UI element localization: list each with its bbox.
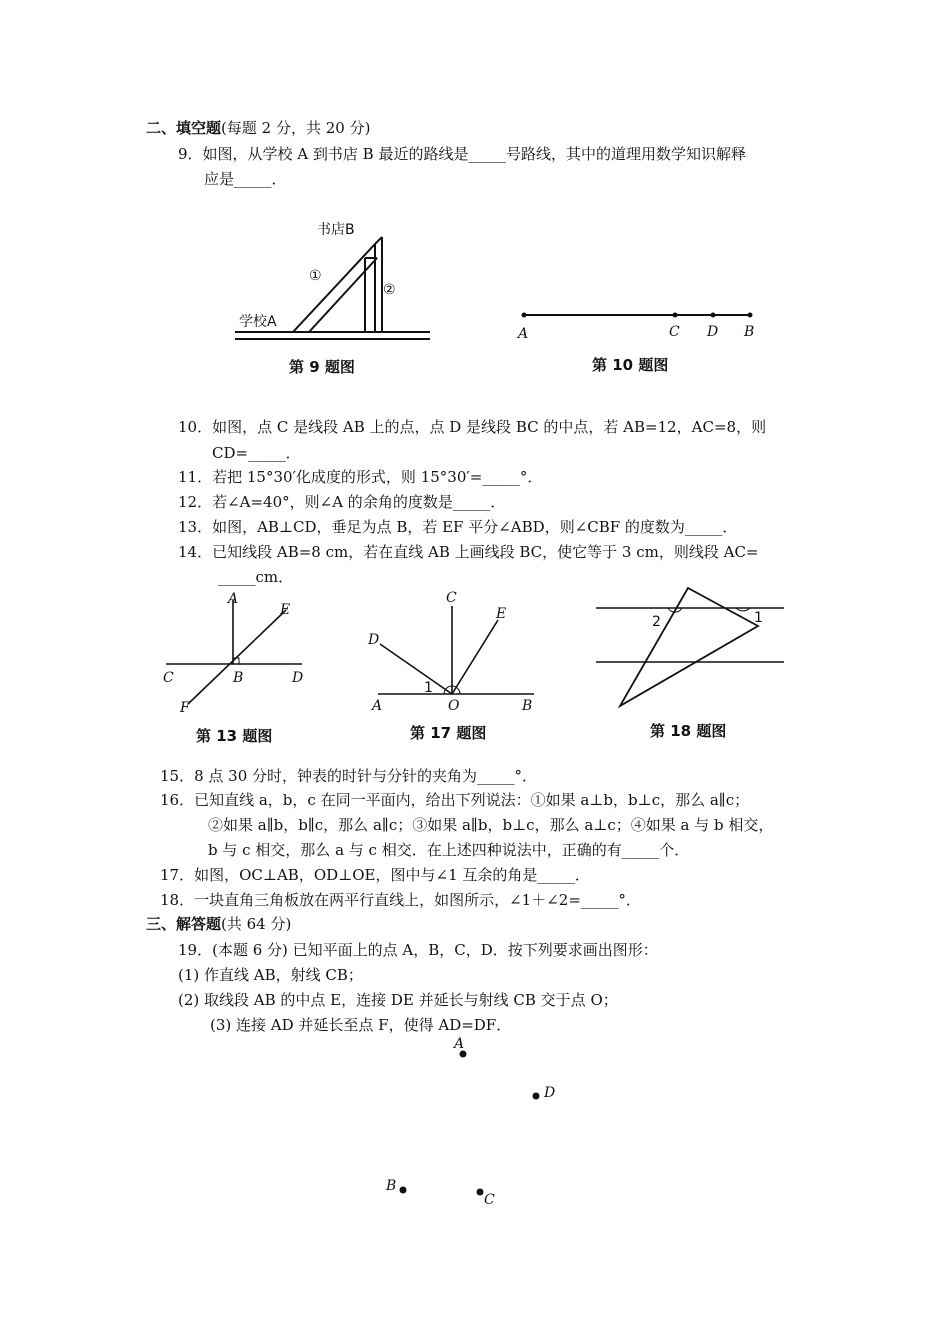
fig19-label-c: C bbox=[484, 1192, 495, 1208]
fig9-top-diag bbox=[375, 237, 382, 244]
fig9-route-1-label: ① bbox=[309, 268, 322, 284]
fig13-label-e: E bbox=[280, 602, 291, 618]
question-10-line-2: CD=_____． bbox=[212, 444, 301, 462]
fig19-label-b: B bbox=[386, 1178, 397, 1194]
fig17-caption: 第 17 题图 bbox=[410, 724, 487, 742]
fig10-point-b bbox=[748, 313, 753, 318]
fig9-bookstore-label: 书店B bbox=[317, 222, 355, 238]
fig17-label-b: B bbox=[522, 698, 533, 714]
fig19-point-c bbox=[477, 1189, 484, 1196]
fig18-caption: 第 18 题图 bbox=[650, 722, 727, 740]
fig19-point-d bbox=[533, 1093, 540, 1100]
fig10-caption: 第 10 题图 bbox=[592, 356, 669, 374]
fig13-label-f: F bbox=[180, 700, 190, 716]
question-19-line-3: (2) 取线段 AB 的中点 E，连接 DE 并延长与射线 CB 交于点 O； bbox=[178, 991, 618, 1009]
question-19-line-1: 19．(本题 6 分) 已知平面上的点 A，B，C，D．按下列要求画出图形： bbox=[178, 941, 658, 959]
fig18-label-2: 2 bbox=[652, 614, 661, 630]
question-18: 18．一块直角三角板放在两平行直线上，如图所示，∠1＋∠2=_____°． bbox=[160, 891, 641, 909]
figure-9 bbox=[225, 212, 440, 382]
fig17-ray-od bbox=[380, 644, 452, 694]
question-12: 12．若∠A=40°，则∠A 的余角的度数是_____． bbox=[178, 493, 506, 511]
fig17-ray-oe bbox=[452, 620, 498, 694]
question-11: 11．若把 15°30′化成度的形式，则 15°30′=_____°． bbox=[178, 468, 543, 486]
question-15: 15．8 点 30 分时，钟表的时针与分针的夹角为_____°． bbox=[160, 767, 538, 785]
section-2-title: 二、填空题 bbox=[146, 119, 222, 137]
fig10-point-a bbox=[522, 313, 527, 318]
question-9-line-1: 9．如图，从学校 A 到书店 B 最近的路线是_____号路线，其中的道理用数学知识解释 bbox=[178, 145, 746, 163]
fig17-label-a: A bbox=[372, 698, 383, 714]
fig18-label-1: 1 bbox=[754, 610, 763, 626]
fig18-triangle bbox=[620, 588, 758, 706]
question-16-line-2: ②如果 a∥b，b∥c，那么 a∥c；③如果 a∥b，b⊥c，那么 a⊥c；④如果 a 与 b 相交， bbox=[208, 816, 774, 834]
fig13-label-c: C bbox=[163, 670, 174, 686]
fig17-label-1: 1 bbox=[424, 680, 433, 696]
question-17: 17．如图，OC⊥AB，OD⊥OE，图中与∠1 互余的角是_____． bbox=[160, 866, 590, 884]
fig9-school-label: 学校A bbox=[239, 314, 277, 330]
question-16-line-1: 16．已知直线 a，b，c 在同一平面内，给出下列说法：①如果 a⊥b，b⊥c，那么 a∥c； bbox=[160, 791, 750, 809]
question-14-line-1: 14．已知线段 AB=8 cm，若在直线 AB 上画线段 BC，使它等于 3 cm，则线段 AC= bbox=[178, 543, 759, 561]
fig10-label-b: B bbox=[744, 324, 755, 340]
fig13-line-ef bbox=[188, 610, 286, 704]
question-19-line-4: (3) 连接 AD 并延长至点 F，使得 AD=DF． bbox=[210, 1016, 512, 1034]
fig13-caption: 第 13 题图 bbox=[196, 727, 273, 745]
fig19-label-d: D bbox=[544, 1085, 556, 1101]
fig19-label-a: A bbox=[454, 1036, 465, 1052]
question-16-line-3: b 与 c 相交，那么 a 与 c 相交．在上述四种说法中，正确的有_____个． bbox=[208, 841, 690, 859]
figure-13 bbox=[158, 588, 318, 748]
fig13-label-a: A bbox=[228, 591, 239, 607]
fig9-caption: 第 9 题图 bbox=[289, 358, 355, 376]
question-13: 13．如图，AB⊥CD，垂足为点 B，若 EF 平分∠ABD，则∠CBF 的度数为_____． bbox=[178, 518, 738, 536]
question-9-line-2: 应是_____． bbox=[204, 170, 287, 188]
fig9-route-2-label: ② bbox=[383, 282, 396, 298]
question-19-line-2: (1) 作直线 AB，射线 CB； bbox=[178, 966, 363, 984]
section-2-note: (每题 2 分，共 20 分) bbox=[221, 119, 371, 137]
section-3-heading bbox=[146, 914, 291, 934]
fig10-label-a: A bbox=[518, 326, 529, 342]
fig17-label-c: C bbox=[446, 590, 457, 606]
fig17-label-e: E bbox=[496, 606, 507, 622]
figure-19 bbox=[370, 1030, 570, 1220]
section-3-title: 三、解答题 bbox=[146, 915, 222, 933]
figure-18 bbox=[590, 584, 790, 744]
section-3-note: (共 64 分) bbox=[221, 915, 292, 933]
figure-17 bbox=[364, 586, 544, 746]
section-2-heading bbox=[146, 118, 370, 138]
fig13-label-d: D bbox=[292, 670, 304, 686]
fig10-point-d bbox=[711, 313, 716, 318]
figure-10 bbox=[510, 300, 770, 380]
fig9-route-1-left bbox=[293, 244, 375, 332]
fig17-label-d: D bbox=[368, 632, 380, 648]
fig10-label-c: C bbox=[669, 324, 680, 340]
fig10-point-c bbox=[673, 313, 678, 318]
fig13-label-b: B bbox=[233, 670, 244, 686]
question-14-line-2: _____cm． bbox=[218, 568, 294, 586]
question-10-line-1: 10．如图，点 C 是线段 AB 上的点，点 D 是线段 BC 的中点，若 AB=12，AC=8，则 bbox=[178, 418, 767, 436]
fig10-label-d: D bbox=[707, 324, 719, 340]
fig19-point-b bbox=[400, 1187, 407, 1194]
fig17-label-o: O bbox=[448, 698, 460, 714]
